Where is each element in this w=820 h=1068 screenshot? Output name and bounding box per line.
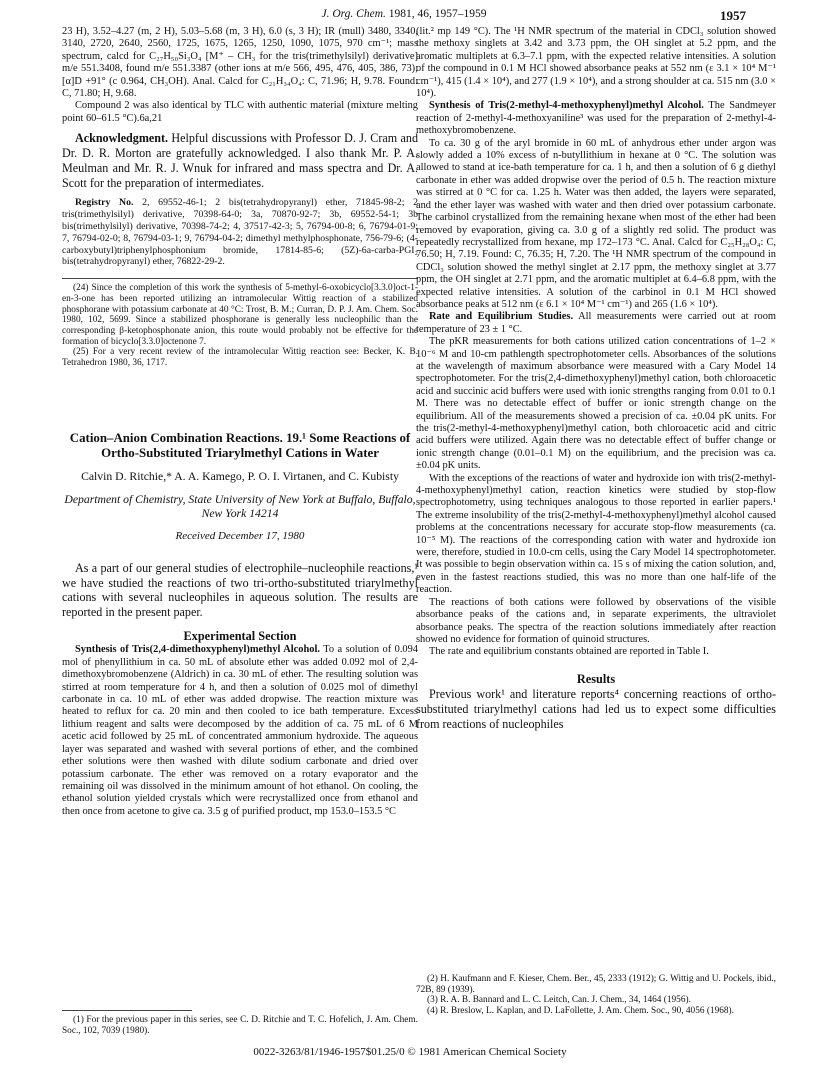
paragraph: Compound 2 was also identical by TLC with authentic material (mixture melting point 60–61.5 °C).6a,21 <box>62 100 418 124</box>
acknowledgment-label: Acknowledgment. <box>75 131 169 146</box>
footnotes <box>62 283 418 369</box>
paragraph: To ca. 30 g of the aryl bromide in 60 mL of anhydrous ether under argon was slowly added a 10% excess of n-butyllithium in hexane at 0 °C. The solution was allowed to stand at ice-bath temperature for ca. 1 h, and then a solution of 6 g diethyl carbonate in ether was added dropwise over the period of 0.5 h. The reaction mixture was stirred at 0 °C for ca. 1.25 h. Water was then added, the layers were separated, and the ether layer was washed with water and then dried over potassium carbonate. The carbinol crystallized from the remaining hexane when most of the ether had been removed by evaporation, giving ca. 3.0 g of a slightly red solid. The product was repeatedly recrystallized from hexane, mp 172–173 °C. Anal. Calcd for C₂₅H₂₈O₄: C, 76.50; H, 7.19. Found: C, 76.35; H, 7.20. The ¹H NMR spectrum of the compound in CDCl₃ solution showed the methyl singlet at 2.17 ppm, the methoxy singlet at 3.77 ppm, the OH singlet at 2.71 ppm, and the aromatic multiplet at 6.4–6.8 ppm, with the expected relative intensities. A solution of the carbinol in 0.1 M HCl showed absorbance peaks at 512 nm (ε 6.1 × 10⁴ M⁻¹ cm⁻¹) and 265 (1.6 × 10⁴). <box>416 137 776 310</box>
running-header <box>62 6 746 24</box>
page-number: 1957 <box>720 8 746 23</box>
footnote-4: (4) R. Breslow, L. Kaplan, and D. LaFollette, J. Am. Chem. Soc., 90, 4056 (1968). <box>427 1006 734 1017</box>
footnote-divider <box>62 278 418 279</box>
journal-name: J. Org. Chem. <box>321 8 386 20</box>
paragraph-rate <box>416 311 776 336</box>
footnote-3: (3) R. A. B. Bannard and L. C. Leitch, Can. J. Chem., 34, 1464 (1956). <box>427 995 691 1006</box>
footnote-25: (25) For a very recent review of the intramolecular Wittig reaction see: Becker, K. B. Tetrahedron 1980, 36, 1717. <box>62 347 418 369</box>
section-heading-experimental: Experimental Section <box>183 629 297 644</box>
paragraph-synthesis-1 <box>62 644 418 818</box>
copyright-footer: 0022-3263/81/1946-1957$01.25/0 © 1981 American Chemical Society <box>253 1046 567 1058</box>
registry-numbers <box>62 197 418 268</box>
paragraph-results: Previous work¹ and literature reports⁴ concerning reactions of ortho-substituted triarylmethyl cations had led us to expect some difficulties from reactions of nucleophiles <box>416 687 776 731</box>
received-date: Received December 17, 1980 <box>175 530 305 543</box>
paragraph: 23 H), 3.52–4.27 (m, 2 H), 5.03–5.68 (m, 3 H), 6.0 (s, 3 H); IR (mull) 3480, 3340, 3140, 2720, 2640, 2560, 1725, 1675, 1265, 1250, 1090, 1075, 970 cm⁻¹; mass spectrum, calcd for C₂₇H₅₀Si₃O₄ [M⁺ – CH₃ for the tris(trimethylsilyl) derivative] m/e 551.3408, found m/e 551.3387 (other ions at m/e 566, 495, 476, 405, 386, 73); [α]D +91° (c 0.964, CH₃OH). Anal. Calcd for C₂₁H₃₄O₄: C, 71.96; H, 9.78. Found: C, 71.80; H, 9.68. <box>62 26 418 100</box>
footnote-1: (1) For the previous paper in this series, see C. D. Ritchie and T. C. Hofelich, J. Am. Chem. Soc., 102, 7039 (1980). <box>62 1015 418 1036</box>
subsection-text: All measurements were carried out at room temperature of 23 ± 1 °C. <box>416 311 776 335</box>
footnote-bottom-right <box>416 974 776 1017</box>
subsection-label: Synthesis of Tris(2-methyl-4-methoxyphenyl)methyl Alcohol. <box>429 100 704 112</box>
paragraph: (lit.² mp 149 °C). The ¹H NMR spectrum of the material in CDCl₃ solution showed the methoxy singlets at 3.42 and 3.73 ppm, the OH singlet at 5.2 ppm, and the aromatic multiplets at 6.3–7.1 ppm, with the expected relative intensities. A solution of the compound in 0.1 M HCl showed absorbance peaks at 552 nm (ε 3.1 × 10⁴ M⁻¹ cm⁻¹), 415 (1.4 × 10⁴), and 277 (1.9 × 10⁴), and a strong shoulder at ca. 515 nm (3.0 × 10⁴). <box>416 26 776 100</box>
paragraph: The pKR measurements for both cations utilized cation concentrations of 1–2 × 10⁻⁶ M and 10-cm pathlength spectrophotometer cells. Absorbances of the solutions at the wavelength of maximum absorbance were measured with a Cary Model 14 spectrophotometer. For the tris(2,4-dimethoxyphenyl)methyl cation, both chloroacetic acid and succinic acid buffers were used with ionic strengths ranging from 0.01 to 0.1 M. There was no detectable effect of buffer or ionic strength change on the equilibrium. All of the measurements showed a precision of ca. ±0.04 pK units. For the tris(2-methyl-4-methoxyphenyl)methyl cation, both chloroacetic acid and citric acid buffers were utilized. Again there was no detectable effect of buffer change or ionic strength change (0.01–0.1 M) on the equilibrium, and the precision was ca. ±0.04 pK units. <box>416 336 776 472</box>
footnote-24: (24) Since the completion of this work the synthesis of 5-methyl-6-oxobicyclo[3.3.0]oct-1-en-3-one has been reported utilizing an intramolecular Wittig reaction of a stabilized phosphorane with potassium carbonate at 40 °C: Trost, B. M.; Curran, D. P. J. Am. Chem. Soc. 1980, 102, 5699. Since a stabilized phosphorane is generally less nucleophilic than the corresponding β-ketophosphonate anion, this route would probably not be effective for the formation of bicyclo[3.3.0]octenone 7. <box>62 283 418 347</box>
introduction: As a part of our general studies of electrophile–nucleophile reactions,¹ we have studied the reactions of two tri-ortho-substituted triarylmethyl cations with several nucleophiles in aqueous solution. The results are reported in the present paper. <box>62 560 418 620</box>
journal-volume: 1981, 46, 1957–1959 <box>388 8 487 20</box>
paragraph: The rate and equilibrium constants obtained are reported in Table I. <box>429 646 709 658</box>
left-column <box>62 26 418 818</box>
journal-citation <box>62 8 746 20</box>
subsection-label: Rate and Equilibrium Studies. <box>429 311 574 323</box>
section-heading-results: Results <box>576 671 616 686</box>
footnote-bottom-left <box>62 1010 418 1036</box>
subsection-text: The Sandmeyer reaction of 2-methyl-4-methoxyaniline³ was used for the preparation of 2-methyl-4-methoxybromobenzene. <box>416 100 776 137</box>
registry-label: Registry No. <box>75 197 134 209</box>
paragraph-synthesis-2 <box>416 100 776 137</box>
acknowledgment-text: Helpful discussions with Professor D. J. Cram and Dr. D. R. Morton are gratefully acknowledged. I also thank Mr. P. A. Meulman and Mr. R. J. Wnuk for infrared and mass spectra and Dr. A. Scott for the preparation of intermediates. <box>62 131 418 190</box>
article-affiliation: Department of Chemistry, State University of New York at Buffalo, Buffalo, New York 14214 <box>64 493 416 521</box>
subsection-text: To a solution of 0.094 mol of phenyllithium in ca. 50 mL of absolute ether was added 0.092 mol of 2,4-dimethoxybromobenzene (Aldrich) in ca. 30 mL of ether. The resulting solution was stirred at room temperature for 4 h, and then a solution of 0.025 mol of dimethyl carbonate in ca. 10 mL of ether was added dropwise. The reaction mixture was heated to reflux for ca. 20 min and then cooled to ice bath temperature. Excess lithium reagent and salts were decomposed by the addition of ca. 75 mL of 6 M acetic acid followed by 25 mL of concentrated ammonium hydroxide. The aqueous layer was separated and washed with several portions of ether, and the combined ether solutions were then washed with dilute sodium carbonate and dried over potassium carbonate. The ether was removed on a rotary evaporator and the remaining oil was dissolved in the minimum amount of hot ethanol. On cooling, the ethanol solution yielded crystals which were recrystallized once from ethanol and then once from acetone to give ca. 3.5 g of purified product, mp 153.0–153.5 °C <box>62 644 418 817</box>
paragraph: With the exceptions of the reactions of water and hydroxide ion with tris(2-methyl-4-methoxyphenyl)methyl cation, reaction kinetics were studied by stop-flow spectrophotometry, using techniques analogous to those reported in earlier papers.¹ The extreme insolubility of the tris(2-methyl-4-methoxyphenyl)methyl alcohol caused problems at the concentrations necessary for accurate stop-flow measurements (ca. 10⁻⁵ M). The reactions of the corresponding cation with water and hydroxide ion were, therefore, studied in 10.0-cm cells, using the Cary Model 14 spectrophotometer. It was possible to begin observation within ca. 15 s of mixing the cation solution, and, even in the fastest reactions studied, this was no more than one half-life of the reaction. <box>416 472 776 596</box>
article-title: Cation–Anion Combination Reactions. 19.¹ Some Reactions of Ortho-Substituted Triarylmethyl Cations in Water <box>69 430 411 461</box>
acknowledgment <box>62 131 418 190</box>
right-column <box>416 26 776 732</box>
footnote-divider <box>62 1010 192 1011</box>
paragraph: The reactions of both cations were followed by observations of the visible absorbance peaks of the cations and, in separate experiments, the ultraviolet absorbance peaks. The spectra of the reaction solutions immediately after reaction showed no evidence for formation of quinoid structures. <box>416 596 776 645</box>
article-authors: Calvin D. Ritchie,* A. A. Kamego, P. O. I. Virtanen, and C. Kubisty <box>81 469 399 483</box>
footnote-2: (2) H. Kaufmann and F. Kieser, Chem. Ber., 45, 2333 (1912); G. Wittig and U. Pockels, ibid., 72B, 89 (1939). <box>416 974 776 995</box>
registry-text: 2, 69552-46-1; 2 bis(tetrahydropyranyl) ether, 71845-98-2; 2 tris(trimethylsilyl) derivative, 70398-64-0; 3a, 70870-92-7; 3b, 69552-54-1; 3b bis(trimethylsilyl) derivative, 70398-74-2; 4, 37517-42-3; 5, 76794-00-8; 6, 76794-01-9; 7, 76794-02-0; 8, 76794-03-1; 9, 76794-04-2; dimethyl methylphosphonate, 756-79-6; (4-carboxybutyl)triphenylphosphonium bromide, 17814-85-6; (5Z)-6a-carba-PGI₂ bis(tetrahydropyranyl) ether, 76822-29-2. <box>62 197 418 268</box>
subsection-label: Synthesis of Tris(2,4-dimethoxyphenyl)methyl Alcohol. <box>75 644 320 656</box>
